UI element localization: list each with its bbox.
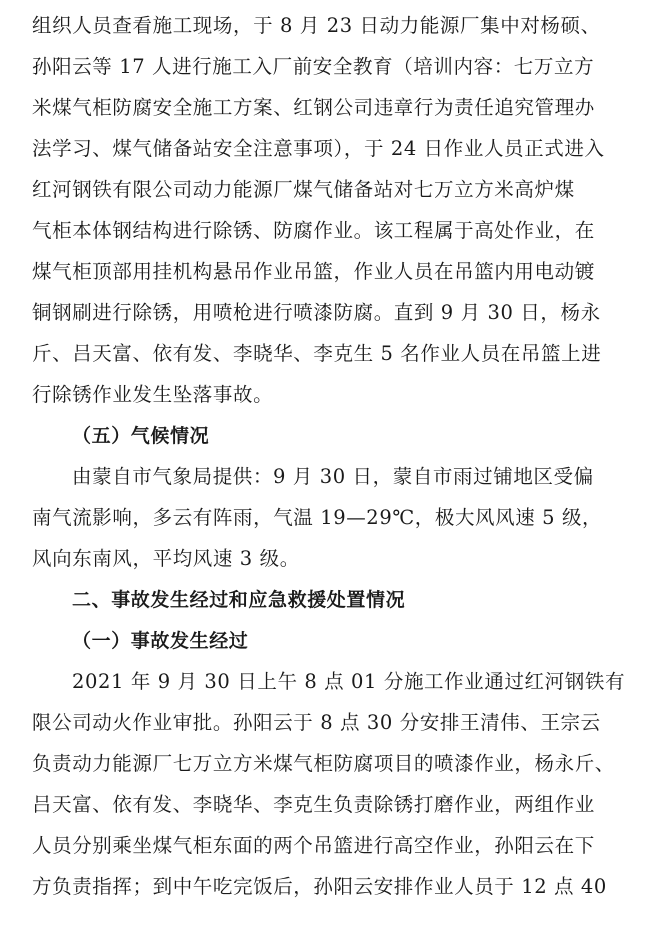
paragraph-line: 南气流影响，多云有阵雨，气温 19—29℃，极大风风速 5 级， [32, 506, 603, 529]
paragraph-line: 行除锈作业发生坠落事故。 [32, 383, 274, 406]
paragraph-line: 斤、吕天富、依有发、李晓华、李克生 5 名作业人员在吊篮上进 [32, 342, 602, 365]
paragraph-line: 风向东南风，平均风速 3 级。 [32, 547, 300, 570]
paragraph-line: 人员分别乘坐煤气柜东面的两个吊篮进行高空作业，孙阳云在下 [32, 834, 595, 857]
subsection-heading-occurrence: （一）事故发生经过 [72, 630, 249, 652]
paragraph-line: 米煤气柜防腐安全施工方案、红钢公司违章行为责任追究管理办 [32, 96, 595, 119]
paragraph-line: 煤气柜顶部用挂机构悬吊作业吊篮，作业人员在吊篮内用电动镀 [32, 260, 595, 283]
paragraph-line: 红河钢铁有限公司动力能源厂煤气储备站对七万立方米高炉煤 [32, 178, 575, 201]
section-heading-climate: （五）气候情况 [72, 425, 210, 447]
paragraph-line: 气柜本体钢结构进行除锈、防腐作业。该工程属于高处作业，在 [32, 219, 595, 242]
paragraph-line: 限公司动火作业审批。孙阳云于 8 点 30 分安排王清伟、王宗云 [32, 711, 601, 734]
paragraph-line: 负责动力能源厂七万立方米煤气柜防腐项目的喷漆作业，杨永斤、 [32, 752, 615, 775]
section-heading-accident: 二、事故发生经过和应急救援处置情况 [72, 589, 406, 611]
paragraph-line: 法学习、煤气储备站安全注意事项），于 24 日作业人员正式进入 [32, 137, 605, 160]
paragraph-line: 2021 年 9 月 30 日上午 8 点 01 分施工作业通过红河钢铁有 [72, 670, 626, 693]
paragraph-line: 组织人员查看施工现场，于 8 月 23 日动力能源厂集中对杨硕、 [32, 14, 601, 37]
paragraph-line: 方负责指挥；到中午吃完饭后，孙阳云安排作业人员于 12 点 40 [32, 875, 607, 898]
paragraph-line: 由蒙自市气象局提供：9 月 30 日，蒙自市雨过铺地区受偏 [72, 465, 594, 488]
paragraph-line: 孙阳云等 17 人进行施工入厂前安全教育（培训内容：七万立方 [32, 55, 595, 78]
paragraph-line: 吕天富、依有发、李晓华、李克生负责除锈打磨作业，两组作业 [32, 793, 595, 816]
paragraph-line: 铜钢刷进行除锈，用喷枪进行喷漆防腐。直到 9 月 30 日，杨永 [32, 301, 601, 324]
